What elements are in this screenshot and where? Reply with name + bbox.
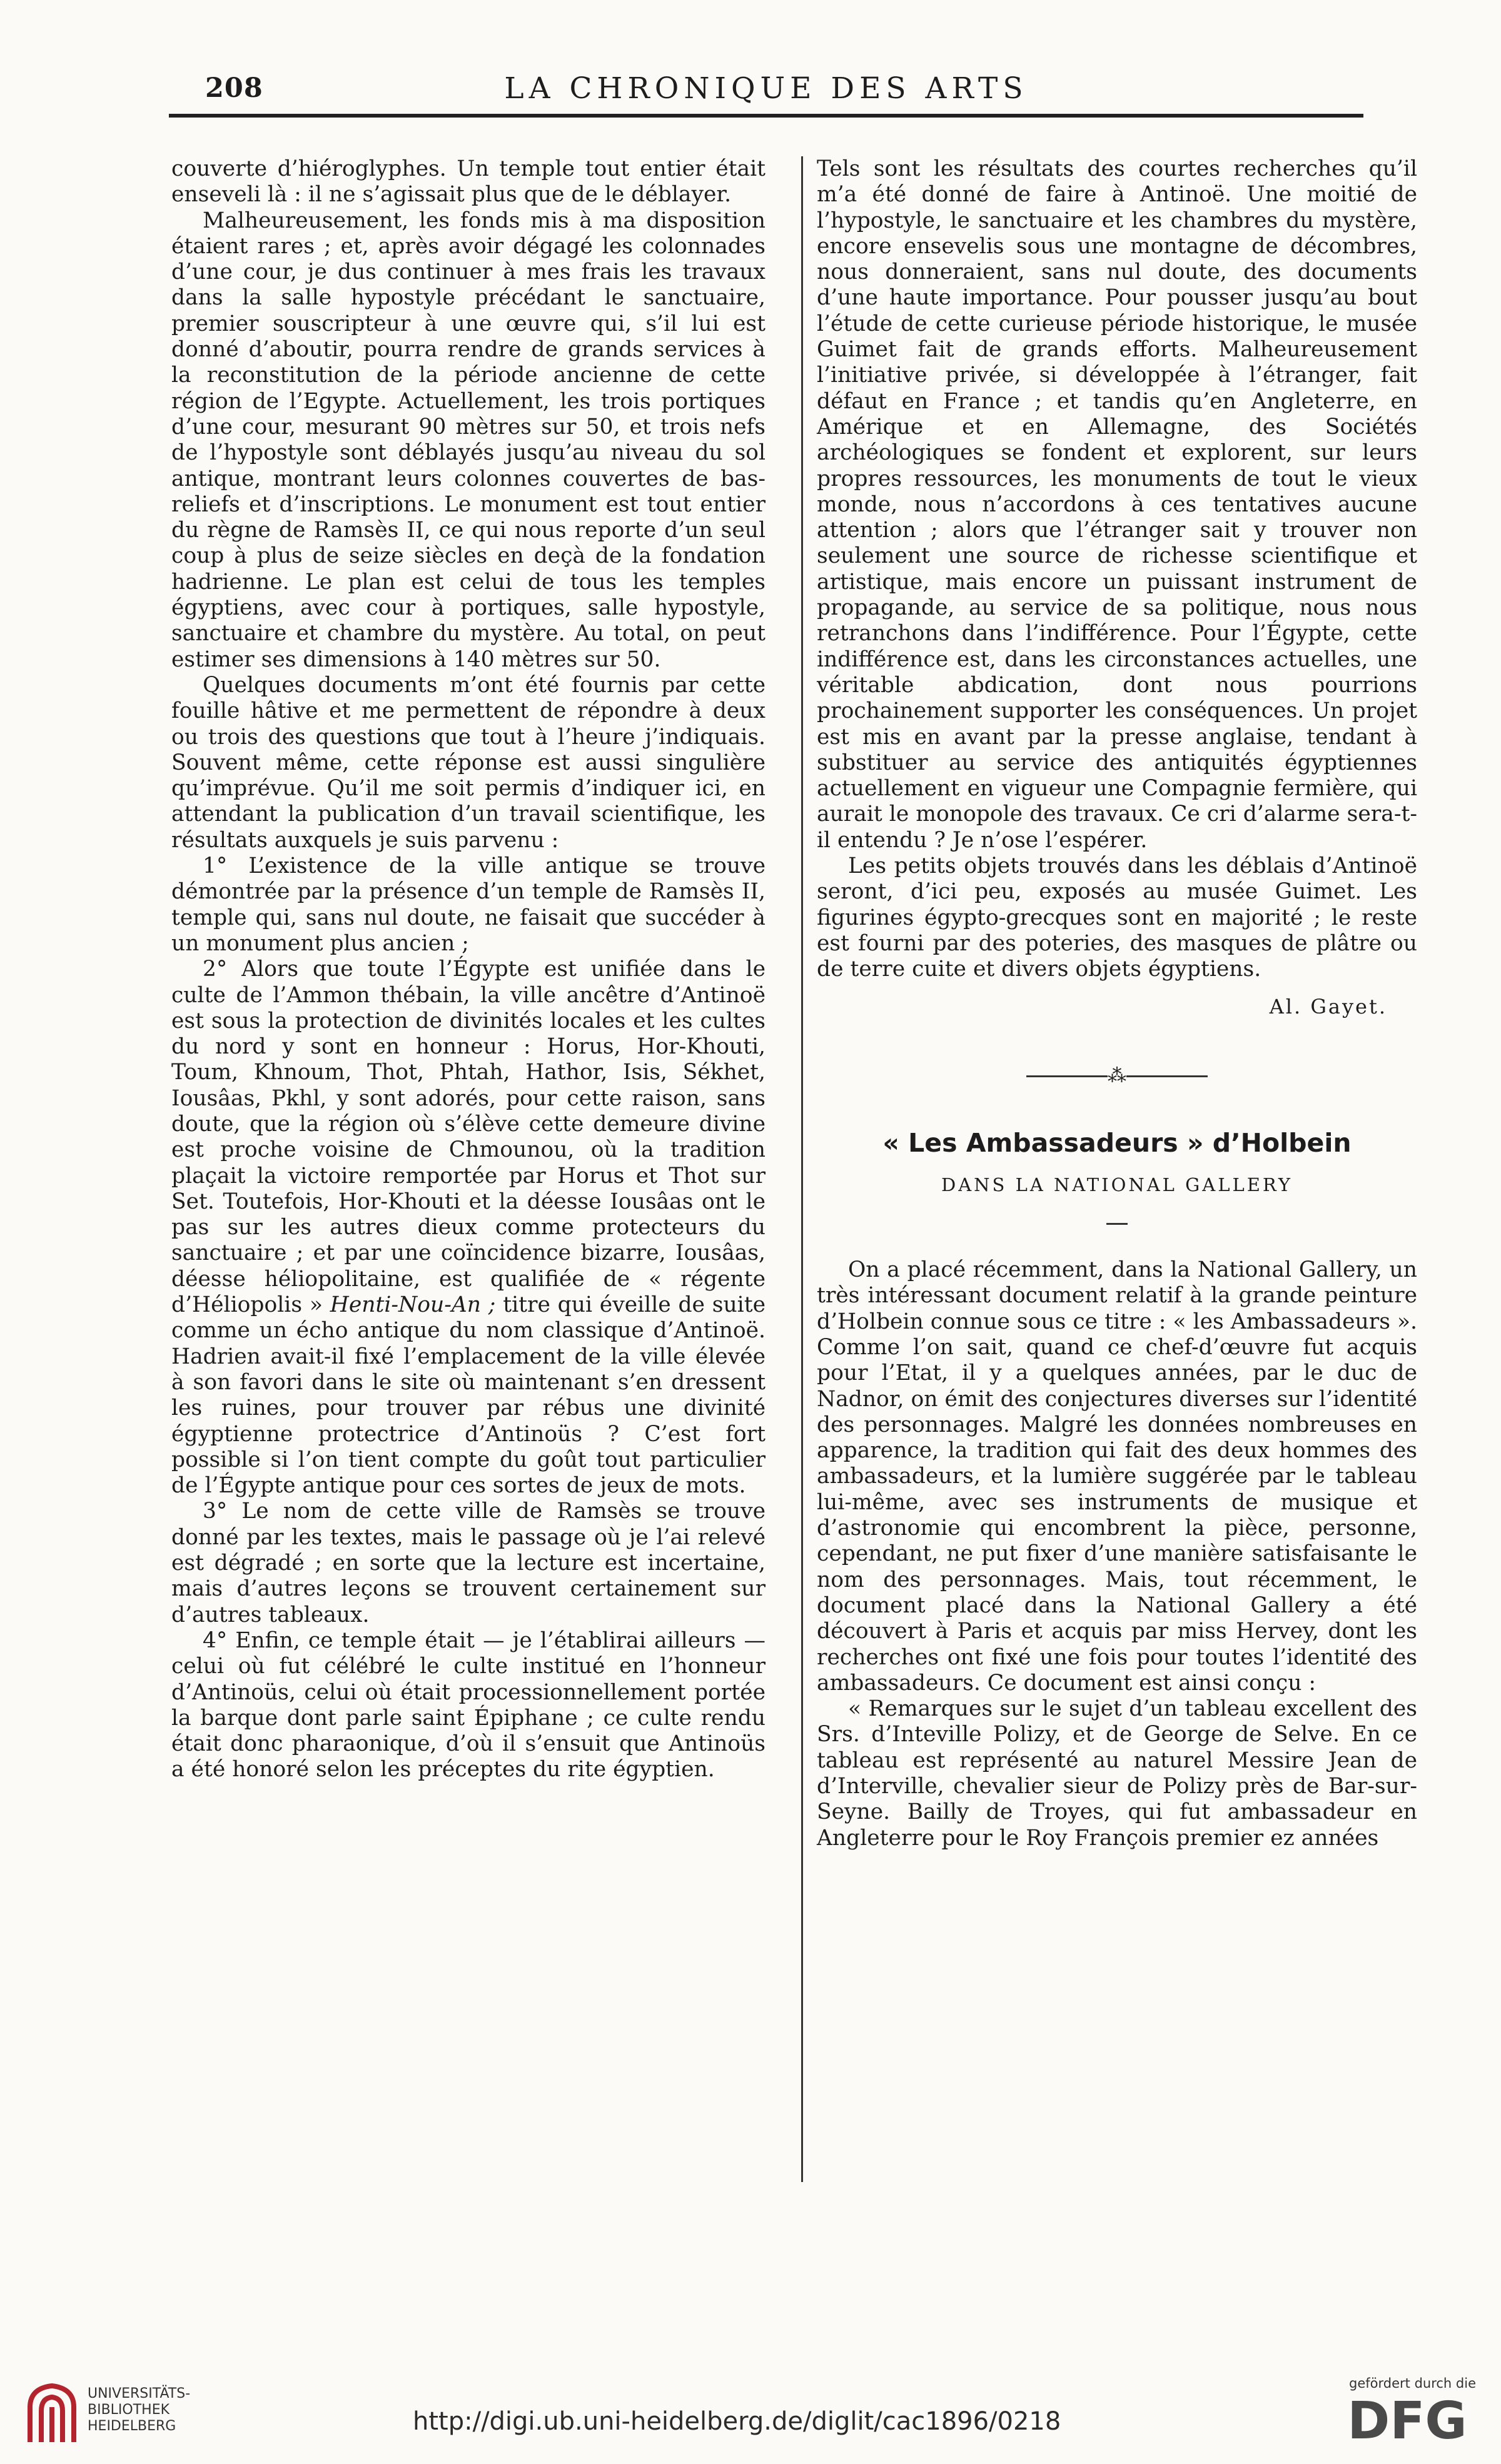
library-name-line: HEIDELBERG bbox=[88, 2418, 176, 2434]
dfg-logo-icon[interactable] bbox=[1338, 2395, 1476, 2446]
funder-credit bbox=[1326, 2376, 1476, 2457]
author-signature: Al. Gayet. bbox=[1269, 994, 1387, 1018]
library-logo[interactable] bbox=[25, 2382, 213, 2451]
library-name bbox=[88, 2386, 190, 2435]
section-ornament bbox=[1026, 1064, 1208, 1089]
page-number: 208 bbox=[205, 73, 263, 104]
paragraph: Tels sont les résultats des courtes recherches qu’il m’a été donné de faire à Antinoë. Une moitié de l’hypostyle, le sanctuaire et les chambres du mystère, encore ensevelis sous une montagne de décombres, nous donneraient, sans nul doute, des documents d’une haute importance. Pour pousser jusqu’au bout l’étude de cette curieuse période historique, le musée Guimet fait de grands efforts. Malheureusement l’initiative privée, si développée à l’étranger, fait défaut en France ; et tandis qu’en Angleterre, en Amérique et en Allemagne, des Sociétés archéologiques se fondent et explorent, sur leurs propres ressources, les monuments de tout le vieux monde, nous n’accordons à ces tentatives aucune attention ; alors que l’étranger sait y trouver non seulement une source de richesse scientifique et artistique, mais encore un puissant instrument de propagande, au service de sa politique, nous nous retranchons dans l’indifférence. Pour l’Égypte, cette indifférence est, dans les circonstances actuelles, une véritable abdication, dont nous pourrions prochainement supporter les conséquences. Un projet est mis en avant par la presse anglaise, tendant à substituer au service des antiquités égyptiennes actuellement en vigueur une Compagnie fermière, qui aurait le monopole des travaux. Ce cri d’alarme sera-t-il entendu ? Je n’ose l’espérer. bbox=[817, 156, 1417, 853]
article-title: « Les Ambassadeurs » d’Holbein bbox=[882, 1127, 1352, 1158]
university-emblem-icon bbox=[25, 2382, 79, 2447]
column-divider bbox=[801, 156, 803, 2182]
running-head bbox=[169, 65, 1363, 115]
dfg-logo-text: DFG bbox=[1347, 2395, 1467, 2446]
paragraph: 4° Enfin, ce temple était — je l’établirai ailleurs — celui où fut célébré le culte institué en l’honneur d’Antinoüs, celui où était processionnellement portée la barque dont parle saint Épiphane ; ce culte rendu était donc pharaonique, d’où il s’ensuit que Antinoüs a été honoré selon les préceptes du rite égyptien. bbox=[171, 1627, 766, 1783]
journal-title: LA CHRONIQUE DES ARTS bbox=[504, 71, 1028, 106]
paragraph-with-gloss bbox=[171, 957, 766, 1499]
paragraph: 3° Le nom de cette ville de Ramsès se trouve donné par les textes, mais le passage où je l’ai relevé est dégradé ; en sorte que la lecture est incertaine, mais d’autres leçons se trouvent certainement sur d’autres tableaux. bbox=[171, 1499, 766, 1627]
paragraph: « Remarques sur le sujet d’un tableau excellent des Srs. d’Inteville Polizy, et de George de Selve. En ce tableau est représenté au naturel Messire Jean de d’Interville, chevalier sieur de Polizy près de Bar-sur-Seyne. Bailly de Troyes, qui fut ambassadeur en Angleterre pour le Roy François premier ez années bbox=[817, 1696, 1417, 1851]
paragraph: Malheureusement, les fonds mis à ma disposition étaient rares ; et, après avoir dégagé les colonnades d’une cour, je dus continuer à mes frais les travaux dans la salle hypostyle précédant le sanctuaire, premier souscripteur à une œuvre qui, s’il lui est donné d’aboutir, pourra rendre de grands services à la reconstitution de la période ancienne de cette région de l’Egypte. Actuellement, les trois portiques d’une cour, mesurant 90 mètres sur 50, et trois nefs de l’hypostyle sont déblayés jusqu’au niveau du sol antique, montrant leurs colonnes couvertes de bas-reliefs et d’inscriptions. Le monument est tout entier du règne de Ramsès II, ce qui nous reporte d’un seul coup à plus de seize siècles en deçà de la fondation hadrienne. Le plan est celui de tous les temples égyptiens, avec cour à portiques, salle hypostyle, sanctuaire et chambre du mystère. Au total, on peut estimer ses dimensions à 140 mètres sur 50. bbox=[171, 208, 766, 672]
paragraph: Quelques documents m’ont été fournis par cette fouille hâtive et me permettent de répondre à deux ou trois des questions que tout à l’heure j’indiquais. Souvent même, cette réponse est aussi singulière qu’imprévue. Qu’il me soit permis d’indiquer ici, en attendant la publication d’un travail scientifique, les résultats auxquels je suis parvenu : bbox=[171, 672, 766, 853]
paragraph: 1° L’existence de la ville antique se trouve démontrée par la présence d’un temple de Ramsès II, temple qui, sans nul doute, ne faisait que succéder à un monument plus ancien ; bbox=[171, 853, 766, 956]
ornament-rule bbox=[1126, 1075, 1208, 1077]
paragraph: On a placé récemment, dans la National Gallery, un très intéressant document relatif à la grande peinture d’Holbein connue sous ce titre : « les Ambassadeurs ». Comme l’on sait, quand ce chef-d’œuvre fut acquis pour l’Etat, il y a quelques années, par le duc de Nadnor, on émit des conjectures diverses sur l’identité des personnages. Malgré les données nombreuses en apparence, la tradition qui fait des deux hommes des ambassadeurs, et la lumière suggérée par le tableau lui-même, avec ses instruments de musique et d’astronomie qui encombrent la pièce, personne, cependant, ne put fixer d’une manière satisfaisante le nom des personnages. Mais, tout récemment, le document placé dans la National Gallery a été découvert à Paris et acquis par miss Hervey, dont les recherches ont fixé une fois pour toutes l’identité des ambassadeurs. Ce document est ainsi conçu : bbox=[817, 1257, 1417, 1696]
digitization-footer bbox=[0, 2363, 1501, 2464]
header-rule bbox=[169, 114, 1363, 118]
paragraph: Les petits objets trouvés dans les déblais d’Antinoë seront, d’ici peu, exposés au musée Guimet. Les figurines égypto-grecques sont en majorité ; le reste est fourni par des poteries, des masques de plâtre ou de terre cuite et divers objets égyptiens. bbox=[817, 853, 1417, 982]
funding-tagline: gefördert durch die bbox=[1349, 2376, 1476, 2391]
paragraph-text: 2° Alors que toute l’Égypte est unifiée dans le culte de l’Ammon thébain, la ville ancêtre d’Antinoë est sous la protection de divinités locales et les cultes du nord y sont en honneur : Horus, Hor-Khouti, Toum, Khnoum, Thot, Phtah, Hathor, Isis, Sékhet, Iousâas, Pkhl, y sont adorés, pour cette raison, sans doute, que la région où s’élève cette demeure divine est proche voisine de Chmounou, où la tradition plaçait la victoire remportée par Horus et Thot sur Set. Toutefois, Hor-Khouti et la déesse Iousâas ont le pas sur les autres dieux comme protecteurs du sanctuaire ; et par une coïncidence bizarre, Iousâas, déesse héliopolitaine, est qualifiée de « régente d’Héliopolis » bbox=[171, 957, 766, 1318]
paragraph-text: titre qui éveille de suite comme un écho antique du nom classique d’Antinoë. Hadrien avait-il fixé l’emplacement de la ville élevée à son favori dans le site où maintenant s’en dressent les ruines, pour trouver par rébus une divinité égyptienne protectrice d’Antinoüs ? C’est fort possible si l’on tient compte du goût tout particulier de l’Égypte antique pour ces sortes de jeux de mots. bbox=[171, 1292, 766, 1499]
permalink-url[interactable]: http://digi.ub.uni-heidelberg.de/diglit/cac1896/0218 bbox=[413, 2407, 1061, 2436]
title-dash bbox=[1106, 1223, 1128, 1225]
library-name-line: BIBLIOTHEK bbox=[88, 2402, 170, 2418]
article-subtitle: DANS LA NATIONAL GALLERY bbox=[941, 1174, 1293, 1195]
left-column bbox=[171, 156, 766, 1783]
library-name-line: UNIVERSITÄTS- bbox=[88, 2386, 191, 2401]
right-column bbox=[817, 156, 1417, 1851]
italic-gloss: Henti-Nou-An ; bbox=[330, 1292, 496, 1318]
ornament-mark: ⁂ bbox=[1108, 1064, 1126, 1087]
paragraph: couverte d’hiéroglyphes. Un temple tout entier était enseveli là : il ne s’agissait plus que de le déblayer. bbox=[171, 156, 766, 208]
